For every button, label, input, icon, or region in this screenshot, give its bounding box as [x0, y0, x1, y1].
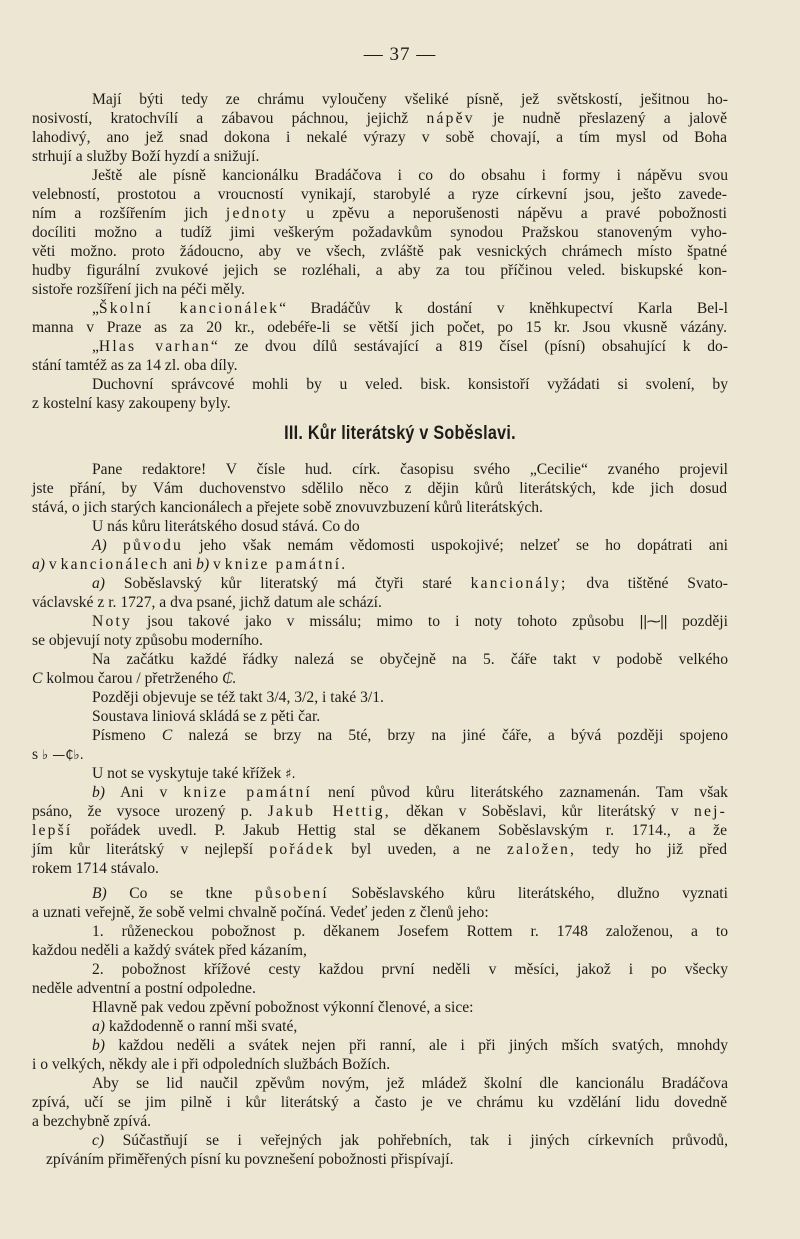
text-line: Později objevuje se též takt 3/4, 3/2, i také 3/1.: [92, 689, 384, 706]
text-line: Na začátku každé řádky nalezá se obyčejně na 5. čáře takt v podobě velkého: [92, 651, 728, 668]
text-line: a) každodenně o ranní mši svaté,: [92, 1018, 298, 1035]
text-line: lepší pořádek uvedl. P. Jakub Hettig stal se děkanem Soběslavským r. 1714., a že: [32, 822, 727, 839]
page-number: — 37 —: [363, 44, 437, 65]
text-line: z kostelní kasy zakoupeny byly.: [32, 395, 231, 412]
text-line: Hlavně pak vedou zpěvní pobožnost výkonní členové, a sice:: [92, 999, 474, 1016]
text-line: lahodivý, ano jež snad dokona i nekalé výrazy v sobě chovají, a tím mysl od Boha: [32, 129, 727, 146]
text-line: Aby se lid naučil zpěvům novým, jež mládež školní dle kancionálu Bradáčova: [92, 1075, 728, 1092]
text-line: b) každou neděli a svátek nejen při ranní, ale i při jiných mších svatých, mnohdy: [92, 1037, 728, 1054]
text-line: neděle adventní a postní odpoledne.: [32, 980, 256, 997]
text-line: a bezchybně zpívá.: [32, 1113, 152, 1130]
text-line: docíliti možno a tudíž jimi veškerým požadavkům synodou Pražskou stanoveným vyho-: [32, 224, 727, 241]
text-line: strhují a služby Boží hyzdí a snižují.: [32, 148, 260, 165]
text-line: věti možno. proto žádoucno, aby ve všech, zvláště pak vesnických chrámech místo špatné: [32, 243, 727, 260]
text-line: stání tamtéž as za 14 zl. oba díly.: [32, 357, 238, 374]
text-line: zpíváním přiměřených písní ku povznešení pobožnosti přispívají.: [46, 1151, 454, 1168]
text-line: Duchovní správcové mohli by u veled. bisk. konsistoří vyžádati si svolení, by: [92, 376, 728, 393]
text-line: každou neděli a každý svátek před kázaním,: [32, 942, 307, 959]
flat-clef-symbol-icon: ♭ —₵♭.: [41, 748, 84, 763]
text-line: a) v kancionálech ani b) v knize památní.: [32, 556, 348, 573]
text-line: a uznati veřejně, že sobě velmi chvalně počíná. Vedeť jeden z členů jeho:: [32, 904, 489, 921]
text-line: sistoře rozšíření jich na péči měly.: [32, 281, 245, 298]
text-line: velebností, prostotou a vroucností vynikají, starobylé a ryze církevní jsou, ješto zavede-: [32, 186, 727, 203]
staff-notation-icon: ||⁓||: [639, 614, 668, 630]
text-line: B) Co se tkne působení Soběslavského kůru literátského, dlužno vyznati: [92, 885, 728, 902]
cut-time-c-icon: ₵.: [222, 670, 237, 687]
text-line: Mají býti tedy ze chrámu vyloučeny všeliké písně, jež světskostí, ješitnou ho-: [92, 91, 728, 108]
text-line: Ještě ale písně kancionálku Bradáčova i co do obsahu i formy i nápěvu svou: [92, 167, 728, 184]
text-line: c) Súčastňují se i veřejných jak pohřebních, tak i jiných církevních průvodů,: [92, 1132, 728, 1149]
text-line: C kolmou čarou / přetrženého ₵.: [32, 670, 237, 687]
text-line: U nás kůru literátského dosud stává. Co do: [92, 518, 360, 535]
text-line: václavské z r. 1727, a dva psané, jichž datum ale schází.: [32, 594, 382, 611]
text-line: A) původu jeho však nemám vědomosti uspokojivé; nelzeť se ho dopátrati ani: [92, 537, 728, 554]
section-heading: III. Kůr literátský v Soběslavi.: [284, 423, 516, 444]
text-line: zpívá, učí se jim pilně i kůr literátský a často je ve chrámu ku vzdělání lidu dovedně: [32, 1094, 727, 1111]
text-line: Noty jsou takové jako v missálu; mimo to i noty tohoto způsobu ||⁓|| později: [92, 613, 728, 630]
text-line: Písmeno C nalezá se brzy na 5té, brzy na jiné čáře, a bývá později spojeno: [92, 727, 728, 744]
text-line: „Školní kancionálek“ Bradáčův k dostání v kněhkupectví Karla Bel-l: [92, 300, 728, 317]
text-line: rokem 1714 stávalo.: [32, 860, 159, 877]
text-line: U not se vyskytuje také křížek ♯.: [92, 765, 296, 782]
text-line: Pane redaktore! V čísle hud. círk. časopisu svého „Cecilie“ zvaného projevil: [92, 461, 728, 478]
text-line: a) Soběslavský kůr literatský má čtyři staré kancionály; dva tištěné Svato-: [92, 575, 728, 592]
text-line: psáno, že vysoce urozený p. Jakub Hettig, děkan v Soběslavi, kůr literátský v nej-: [32, 803, 728, 820]
text-line: stává, o jich starých kancionálech a přejete sobě znovuvzbuzení kůrů literátských.: [32, 499, 543, 516]
sharp-symbol-icon: ♯.: [285, 767, 296, 782]
text-line: Soustava liniová skládá se z pěti čar.: [92, 708, 321, 725]
text-line: „Hlas varhan“ ze dvou dílů sestávající a 819 čísel (písní) obsahující k do-: [92, 338, 729, 355]
text-line: 2. pobožnost křížové cesty každou první neděli v měsíci, jakož i po všecky: [92, 961, 728, 978]
text-line: jste přání, by Vám duchovenstvo sdělilo něco z dějin kůrů literátských, kde jich dosud: [32, 480, 727, 497]
text-line: nosivostí, kratochvílí a zábavou páchnou, jejichž nápěv je nudně přeslazený a jalově: [32, 110, 728, 127]
text-line: 1. růženeckou pobožnost p. děkanem Josefem Rottem r. 1748 založenou, a to: [92, 923, 728, 940]
text-line: jím kůr literátský v nejlepší pořádek byl uveden, a ne založen, tedy ho již před: [32, 841, 727, 858]
text-line: hudby figurální zvukové jejich se rozléhali, a aby za tou příčinou veled. biskupské kon-: [32, 262, 727, 279]
text-line: se objevují noty způsobu moderního.: [32, 632, 263, 649]
text-line: b) Ani v knize památní není původ kůru literátského zaznamenán. Tam však: [92, 784, 728, 801]
text-line: manna v Praze as za 20 kr., odebéře-li se větší jich počet, po 15 kr. Jsou vkusně vázány.: [32, 319, 727, 336]
text-line: ním a rozšířením jich jednoty u zpěvu a neporušenosti nápěvu a pravé pobožnosti: [32, 205, 728, 222]
text-line: i o velkých, někdy ale i při odpoledních službách Božích.: [32, 1056, 391, 1073]
text-line: s ♭ —₵♭.: [32, 746, 84, 763]
